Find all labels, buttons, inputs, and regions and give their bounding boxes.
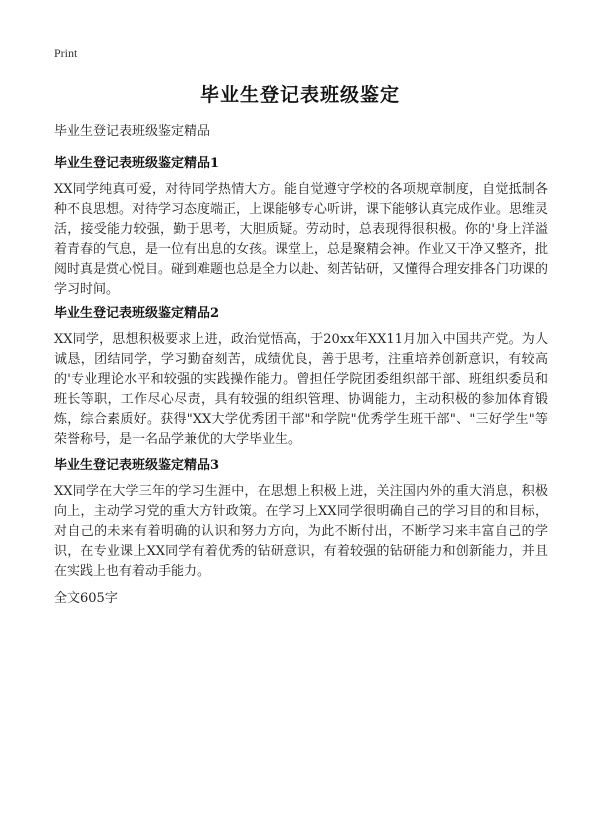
- section-body-1: XX同学纯真可爱，对待同学热情大方。能自觉遵守学校的各项规章制度，自觉抵制各种不良思想。对待学习态度端正，上课能够专心听讲，课下能够认真完成作业。思维灵活，接受能力较强，勤于思考，大胆质疑。劳动时，总表现得很积极。你的'身上洋溢着青春的气息，是一位有出息的女孩。课堂上，总是聚精会神。作业又干净又整齐，批阅时真是赏心悦目。碰到难题也总是全力以赴、刻苦钻研，又懂得合理安排各门功课的学习时间。: [54, 182, 549, 297]
- page-title: 毕业生登记表班级鉴定: [199, 84, 400, 106]
- word-count: 全文605字: [54, 591, 118, 606]
- print-label: Print: [54, 46, 78, 60]
- section-heading-1: 毕业生登记表班级鉴定精品1: [54, 156, 220, 171]
- section-body-2: XX同学，思想积极要求上进，政治觉悟高，于20xx年XX11月加入中国共产党。为人诚恳，团结同学，学习勤奋刻苦，成绩优良，善于思考，注重培养创新意识，有较高的'专业理论水平和较强的实践操作能力。曾担任学院团委组织部干部、班组织委员和班长等职，工作尽心尽责，具有较强的组织管理、协调能力，主动积极的参加体育锻炼，综合素质好。获得"XX大学优秀团干部"和学院"优秀学生班干部"、"三好学生"等荣誉称号，是一名品学兼优的大学毕业生。: [54, 332, 548, 447]
- section-heading-3: 毕业生登记表班级鉴定精品3: [54, 458, 220, 473]
- document-subtitle: 毕业生登记表班级鉴定精品: [54, 124, 211, 139]
- section-body-3: XX同学在大学三年的学习生涯中，在思想上积极上进，关注国内外的重大消息，积极向上，主动学习党的重大方针政策。在学习上XX同学很明确自己的学习目的和目标，对自己的未来有着明确的认识和努力方向，为此不断付出，不断学习来丰富自己的学识，在专业课上XX同学有着优秀的钻研意识，有着较强的钻研能力和创新能力，并且在实践上也有着动手能力。: [54, 484, 548, 579]
- section-heading-2: 毕业生登记表班级鉴定精品2: [54, 306, 220, 321]
